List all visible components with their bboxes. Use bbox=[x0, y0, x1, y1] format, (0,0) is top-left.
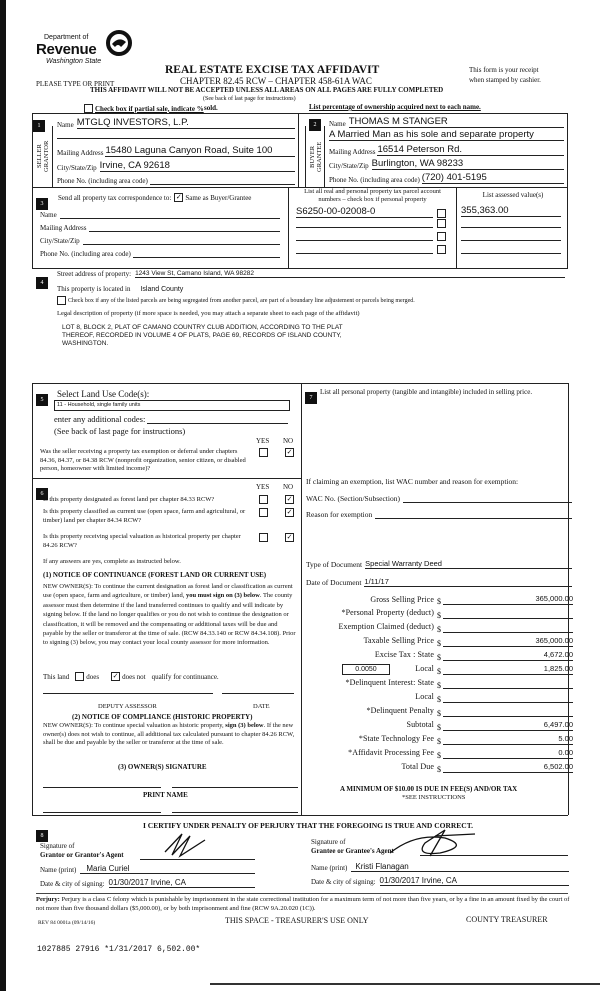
street-address-field[interactable]: 1243 View St, Camano Island, WA 98282 bbox=[135, 270, 565, 278]
owner-signature-line-2[interactable] bbox=[172, 787, 298, 788]
current-use-no-checkbox[interactable]: ✓ bbox=[286, 508, 293, 516]
correspondence-phone-label: Phone No. (including area code) bbox=[40, 250, 131, 258]
assessed-value-field[interactable]: 355,363.00 bbox=[461, 205, 561, 217]
buyer-name-field[interactable]: THOMAS M STANGER bbox=[349, 116, 564, 128]
correspondence-phone-field[interactable] bbox=[133, 250, 280, 258]
print-name-line-2[interactable] bbox=[172, 812, 298, 813]
segregation-label: Check box if any of the listed parcels are being segregated from another parcel, are part of a boundary line adjustement or parcels being merged. bbox=[68, 297, 415, 304]
s6-top-line bbox=[32, 478, 301, 479]
buyer-city-row bbox=[329, 158, 564, 170]
grantor-date-field[interactable]: 01/30/2017 Irvine, CA bbox=[109, 878, 255, 888]
logo-agency-line3: Washington State bbox=[46, 58, 102, 65]
s5-yes-header: YES bbox=[256, 437, 270, 445]
delinquent-penalty-field[interactable] bbox=[443, 706, 573, 717]
section-4-badge: 4 bbox=[36, 271, 48, 289]
same-as-buyer-checkbox[interactable]: ✓ bbox=[175, 193, 182, 201]
page-bottom-edge bbox=[210, 983, 600, 985]
sold-label: sold. bbox=[204, 104, 218, 112]
doc-type-label: Type of Document bbox=[306, 560, 363, 569]
street-address-row bbox=[57, 270, 565, 278]
parcels-header-2: numbers – check box if personal property bbox=[318, 196, 427, 203]
partial-sale-label: Check box if partial sale, indicate % bbox=[95, 104, 204, 113]
grantor-signature-label: Signature of Grantor or Grantor's Agent bbox=[40, 842, 124, 859]
seller-mailing-row bbox=[57, 145, 295, 157]
grantor-signature-icon bbox=[160, 830, 210, 860]
perjury-divider bbox=[36, 893, 568, 894]
see-instructions: *SEE INSTRUCTIONS bbox=[402, 794, 466, 801]
correspondence-name-field[interactable] bbox=[60, 211, 280, 219]
fee-label-delinquent-penalty: *Delinquent Penalty bbox=[366, 706, 434, 715]
fee-label-excise-state: Excise Tax : State bbox=[374, 650, 434, 659]
form-warning: THIS AFFIDAVIT WILL NOT BE ACCEPTED UNLESS ALL AREAS ON ALL PAGES ARE FULLY COMPLETED bbox=[90, 86, 444, 94]
lower-box-left-line bbox=[32, 383, 33, 815]
buyer-phone-row bbox=[329, 172, 564, 184]
does-not-qualify-checkbox[interactable]: ✓ bbox=[112, 672, 119, 680]
grantee-signature-icon bbox=[385, 828, 480, 858]
correspondence-mailing-field[interactable] bbox=[89, 224, 280, 232]
correspondence-mailing-row bbox=[40, 224, 280, 232]
does-label: does bbox=[86, 672, 100, 681]
additional-codes-field[interactable] bbox=[147, 415, 288, 424]
processing-fee-field[interactable]: 0.00 bbox=[443, 748, 573, 759]
doc-type-row bbox=[306, 559, 572, 569]
grantee-date-label: Date & city of signing: bbox=[311, 878, 376, 886]
send-correspondence-row bbox=[58, 193, 251, 202]
fee-label-excise-local: Local bbox=[415, 664, 434, 673]
section-2-badge: 2 bbox=[309, 113, 321, 131]
assessed-value-field[interactable] bbox=[461, 245, 561, 254]
additional-codes-row bbox=[54, 414, 288, 424]
reason-field[interactable] bbox=[375, 510, 572, 519]
fee-label-subtotal: Subtotal bbox=[406, 720, 434, 729]
receipt-note-1: This form is your receipt bbox=[469, 66, 539, 74]
grantor-name-field[interactable]: Maria Curiel bbox=[80, 864, 255, 874]
logo-agency-line2: Revenue bbox=[36, 41, 97, 58]
section-7-badge: 7 bbox=[305, 386, 317, 404]
send-correspondence-label: Send all property tax correspondence to: bbox=[58, 193, 172, 202]
correspondence-name-row bbox=[40, 211, 280, 219]
assessor-date-line[interactable] bbox=[222, 693, 294, 694]
partial-sale-checkbox[interactable] bbox=[84, 104, 93, 113]
grantor-date-label: Date & city of signing: bbox=[40, 880, 105, 888]
buyer-side-strip bbox=[305, 126, 325, 187]
doc-date-label: Date of Document bbox=[306, 578, 362, 587]
legal-description[interactable] bbox=[62, 324, 343, 348]
buyer-name-label: Name bbox=[329, 120, 346, 128]
current-use-yes-checkbox[interactable] bbox=[259, 508, 268, 517]
grantor-name-label: Name (print) bbox=[40, 866, 77, 874]
doc-date-row bbox=[306, 577, 572, 587]
parties-divider bbox=[298, 113, 299, 187]
seller-city-field[interactable]: Irvine, CA 92618 bbox=[100, 160, 295, 172]
parcel-number-field[interactable] bbox=[296, 245, 433, 254]
grantor-date-row bbox=[40, 878, 255, 888]
grantee-name-field[interactable]: Kristi Flanagan bbox=[351, 862, 569, 872]
seller-name-row bbox=[57, 117, 295, 129]
delinquent-interest-state-field[interactable] bbox=[443, 678, 573, 689]
historic-question: Is this property receiving special valuation as historical property per chapter 84.26 RCW? bbox=[43, 533, 241, 549]
buyer-city-field[interactable]: Burlington, WA 98233 bbox=[372, 158, 564, 170]
qualify-label: qualify for continuance. bbox=[151, 672, 219, 681]
reason-label: Reason for exemption bbox=[306, 510, 373, 519]
parcel-row-2 bbox=[296, 219, 446, 228]
exemption-question: Was the seller receiving a property tax exemption or deferral under chapters 84.36, 84.37, or 84.38 RCW (nonprofit organization, senior citizen, or disabled person, homeowner with limited income)? bbox=[40, 448, 246, 472]
same-as-buyer-label: Same as Buyer/Grantee bbox=[185, 193, 252, 202]
s6-no-header: NO bbox=[283, 483, 294, 491]
lower-box-top-line bbox=[32, 383, 568, 384]
ownership-note: List percentage of ownership acquired next to each name. bbox=[309, 103, 481, 111]
personal-property-area[interactable] bbox=[306, 412, 564, 472]
seller-city-row bbox=[57, 160, 295, 172]
owner-signature-label: (3) OWNER(S) SIGNATURE bbox=[118, 763, 207, 771]
personal-property-checkbox[interactable] bbox=[437, 219, 446, 228]
land-use-label: Select Land Use Code(s): bbox=[57, 389, 150, 399]
fee-label-technology-fee: *State Technology Fee bbox=[358, 734, 434, 743]
seller-name-line2[interactable] bbox=[57, 138, 295, 139]
segregation-checkbox[interactable] bbox=[57, 296, 66, 305]
print-name-line-1[interactable] bbox=[43, 812, 161, 813]
see-back-instructions: (See back of last page for instructions) bbox=[54, 426, 186, 436]
print-name-label: PRINT NAME bbox=[143, 791, 188, 799]
historic-yes-checkbox[interactable] bbox=[259, 533, 268, 542]
perjury-certification: I CERTIFY UNDER PENALTY OF PERJURY THAT THE FOREGOING IS TRUE AND CORRECT. bbox=[143, 821, 474, 830]
street-address-label: Street address of property: bbox=[57, 270, 132, 278]
fee-label-gross: Gross Selling Price bbox=[370, 595, 434, 604]
s6-yes-header: YES bbox=[256, 483, 270, 491]
perjury-notice: Perjury: Perjury is a class C felony which is punishable by imprisonment in the state correctional institution for a maximum term of not more than five years, or by a fine in an amount fixed by the court of not more than five thousand dollars ($5,000.00), or by both imprisonment and fine (RCW 9A.20.020 (1C)). bbox=[36, 896, 570, 912]
fee-label-total-due: Total Due bbox=[401, 762, 434, 771]
form-chapter: CHAPTER 82.45 RCW – CHAPTER 458-61A WAC bbox=[180, 76, 372, 86]
assessed-value-field[interactable] bbox=[461, 232, 561, 241]
historic-no-checkbox[interactable]: ✓ bbox=[286, 533, 293, 541]
seller-phone-field[interactable] bbox=[150, 176, 295, 185]
seller-phone-label: Phone No. (including area code) bbox=[57, 177, 148, 185]
correspondence-city-label: City/State/Zip bbox=[40, 237, 80, 245]
section-8-badge: 8 bbox=[36, 824, 48, 842]
seller-phone-row bbox=[57, 176, 295, 185]
buyer-phone-field[interactable]: (720) 401-5195 bbox=[422, 172, 564, 184]
buyer-mailing-field[interactable]: 16514 Peterson Rd. bbox=[377, 144, 564, 156]
grantee-date-field[interactable]: 01/30/2017 Irvine, CA bbox=[380, 876, 569, 886]
fee-label-taxable: Taxable Selling Price bbox=[363, 636, 434, 645]
personal-property-checkbox[interactable] bbox=[437, 245, 446, 254]
county-row bbox=[57, 285, 183, 293]
treasurer-stamp: 1027885 27916 *1/31/2017 6,502.00* bbox=[37, 945, 201, 954]
continuance-row bbox=[43, 672, 219, 681]
seller-grantor-label: SELLER GRANTOR bbox=[36, 140, 50, 173]
reason-row bbox=[306, 510, 572, 519]
excise-local-field[interactable]: 1,825.00 bbox=[443, 664, 573, 675]
partial-sale-row bbox=[84, 104, 204, 113]
lower-box-bottom-line bbox=[32, 815, 568, 816]
section-3-badge: 3 bbox=[36, 192, 48, 210]
parcel-row-3 bbox=[296, 232, 446, 241]
exemption-claimed-field[interactable] bbox=[443, 622, 573, 633]
section-6-badge: 6 bbox=[36, 482, 48, 500]
total-due-field[interactable]: 6,502.00 bbox=[443, 762, 573, 773]
buyer-name-row bbox=[329, 116, 564, 128]
segregation-row bbox=[57, 296, 415, 305]
if-yes-note: If any answers are yes, complete as instructed below. bbox=[43, 558, 181, 565]
technology-fee-field[interactable]: 5.00 bbox=[443, 734, 573, 745]
notice-continuance-text: NEW OWNER(S): To continue the current designation as forest land or classification as current use (open space, farm and agriculture, or timber) land, you must sign on (3) below. The county assessor must then determine if the land transferred continues to qualify and will indicate by signing below. If the land no longer qualifies or you do not wish to continue the designation or classification, it will be removed and the compensating or additional taxes will be due and payable by the seller or transferor at the time of sale. (RCW 84.33.140 or RCW 84.34.108). Prior to signing (3) below, you may contact your local county assessor for more information. bbox=[43, 583, 296, 647]
county-field[interactable]: Island County bbox=[140, 286, 184, 293]
grantee-name-row bbox=[311, 862, 569, 872]
parcel-row-4 bbox=[296, 245, 446, 254]
buyer-name-line2-row bbox=[329, 129, 564, 141]
correspondence-city-row bbox=[40, 237, 280, 245]
taxable-selling-price-field[interactable]: 365,000.00 bbox=[443, 636, 573, 647]
revenue-logo-icon bbox=[106, 30, 132, 56]
assessed-divider bbox=[456, 187, 457, 269]
seller-name-field[interactable]: MTGLQ INVESTORS, L.P. bbox=[77, 117, 295, 129]
parcels-header bbox=[290, 188, 455, 204]
fee-label-personal-property: *Personal Property (deduct) bbox=[341, 608, 434, 617]
additional-codes-label: enter any additional codes: bbox=[54, 414, 146, 424]
dor-logo bbox=[36, 30, 136, 70]
fee-dollar-signs: $ $ $ $ $ $ $ $ $ $ $ $ $ bbox=[437, 597, 441, 774]
seller-name-label: Name bbox=[57, 121, 74, 129]
correspondence-name-label: Name bbox=[40, 211, 57, 219]
fee-label-exemption: Exemption Claimed (deduct) bbox=[338, 622, 434, 631]
does-qualify-checkbox[interactable] bbox=[75, 672, 84, 681]
parcel-number-field[interactable] bbox=[296, 219, 433, 228]
owner-signature-line-1[interactable] bbox=[43, 787, 161, 788]
notice-continuance-title: (1) NOTICE OF CONTINUANCE (FOREST LAND OR CURRENT USE) bbox=[43, 571, 267, 579]
fee-label-delinquent-interest-state: *Delinquent Interest: State bbox=[345, 678, 434, 687]
forest-land-no-checkbox[interactable]: ✓ bbox=[286, 495, 293, 503]
local-rate-box[interactable]: 0.0050 bbox=[342, 664, 390, 675]
exemption-claim-label: If claiming an exemption, list WAC number and reason for exemption: bbox=[306, 477, 519, 486]
seller-mailing-label: Mailing Address bbox=[57, 149, 104, 157]
parcels-divider bbox=[288, 187, 289, 269]
receipt-note-2: when stamped by cashier. bbox=[469, 76, 541, 84]
section-1-badge: 1 bbox=[33, 114, 45, 132]
county-treasurer: COUNTY TREASURER bbox=[466, 915, 548, 924]
personal-property-label: List all personal property (tangible and intangible) included in selling price. bbox=[320, 388, 533, 396]
forest-land-yes-checkbox[interactable] bbox=[259, 495, 268, 504]
delinquent-interest-local-field[interactable] bbox=[443, 692, 573, 703]
does-not-label: does not bbox=[122, 672, 146, 681]
grantor-name-row bbox=[40, 864, 255, 874]
deputy-assessor-signature-line[interactable] bbox=[43, 693, 213, 694]
wac-label: WAC No. (Section/Subsection) bbox=[306, 494, 400, 503]
wac-field[interactable] bbox=[403, 494, 572, 503]
buyer-city-label: City/State/Zip bbox=[329, 162, 369, 170]
grantee-date-row bbox=[311, 876, 569, 886]
doc-date-field[interactable]: 1/11/17 bbox=[364, 577, 572, 587]
wac-row bbox=[306, 494, 572, 503]
gross-selling-price-field[interactable]: 365,000.00 bbox=[443, 594, 573, 605]
correspondence-city-field[interactable] bbox=[83, 237, 280, 245]
legal-description-line-2: THEREOF, RECORDED IN VOLUME 4 OF PLATS, PAGE 69, RECORDS OF ISLAND COUNTY, bbox=[62, 332, 342, 339]
notice-compliance-title: (2) NOTICE OF COMPLIANCE (HISTORIC PROPERTY) bbox=[72, 713, 253, 721]
exemption-no-checkbox[interactable]: ✓ bbox=[286, 448, 293, 456]
scan-edge bbox=[0, 0, 6, 991]
legal-description-label: Legal description of property (if more space is needed, you may attach a separate sheet to each page of the affidavit) bbox=[57, 310, 360, 317]
parcel-number-field[interactable]: S6250-00-02008-0 bbox=[296, 206, 433, 218]
grantee-name-label: Name (print) bbox=[311, 864, 348, 872]
minimum-note: A MINIMUM OF $10.00 IS DUE IN FEE(S) AND/OR TAX bbox=[340, 785, 518, 793]
buyer-mailing-row bbox=[329, 144, 564, 156]
buyer-mailing-label: Mailing Address bbox=[329, 148, 376, 156]
parcel-number-field[interactable] bbox=[296, 232, 433, 241]
doc-type-field[interactable]: Special Warranty Deed bbox=[365, 559, 572, 569]
parcels-header-1: List all real and personal property tax parcel account bbox=[304, 188, 441, 195]
buyer-vesting-field[interactable]: A Married Man as his sole and separate property bbox=[329, 129, 564, 141]
personal-property-checkbox[interactable] bbox=[437, 209, 446, 218]
parcel-row-1 bbox=[296, 206, 446, 218]
correspondence-mailing-label: Mailing Address bbox=[40, 224, 87, 232]
buyer-phone-label: Phone No. (including area code) bbox=[329, 176, 420, 184]
seller-side-strip bbox=[33, 126, 53, 187]
correspondence-phone-row bbox=[40, 250, 280, 258]
land-use-select[interactable]: 11 - Household, single family units bbox=[54, 400, 290, 411]
legal-description-line-3: WASHINGTON. bbox=[62, 340, 109, 347]
forest-land-question: Is this property designated as forest land per chapter 84.33 RCW? bbox=[43, 496, 215, 503]
grantee-signature-label: Signature of Grantee or Grantee's Agent bbox=[311, 838, 394, 855]
seller-mailing-field[interactable]: 15480 Laguna Canyon Road, Suite 100 bbox=[105, 145, 295, 157]
section-5-badge: 5 bbox=[36, 388, 48, 406]
form-revision: REV 84 0001a (09/14/16) bbox=[38, 920, 96, 926]
current-use-question: Is this property classified as current use (open space, farm and agricultural, or timber) land per chapter 84.34 RCW? bbox=[43, 508, 246, 524]
please-type: PLEASE TYPE OR PRINT bbox=[36, 80, 115, 88]
this-land-label: This land bbox=[43, 672, 70, 681]
seller-city-label: City/State/Zip bbox=[57, 164, 97, 172]
see-back-note: (See back of last page for instructions) bbox=[203, 96, 296, 102]
deputy-assessor-label: DEPUTY ASSESSOR bbox=[98, 703, 157, 710]
subtotal-field[interactable]: 6,497.00 bbox=[443, 720, 573, 731]
assessed-header: List assessed value(s) bbox=[482, 191, 544, 199]
form-title: REAL ESTATE EXCISE TAX AFFIDAVIT bbox=[165, 64, 380, 76]
assessed-value-field[interactable] bbox=[461, 219, 561, 228]
fee-label-processing-fee: *Affidavit Processing Fee bbox=[348, 748, 434, 757]
legal-description-line-1: LOT 8, BLOCK 2, PLAT OF CAMANO COUNTRY CLUB ADDITION, ACCORDING TO THE PLAT bbox=[62, 324, 343, 331]
notice-compliance-text: NEW OWNER(S): To continue special valuation as historic property, sign (3) below. If the new owner(s) does not wish to continue, all additional tax calculated pursuant to chapter 84.26 RCW, shall be due and payable by the seller or transferor at the time of sale. bbox=[43, 722, 295, 746]
fee-label-delinquent-interest-local: Local bbox=[415, 692, 434, 701]
personal-property-checkbox[interactable] bbox=[437, 232, 446, 241]
excise-state-field[interactable]: 4,672.00 bbox=[443, 650, 573, 661]
treasurer-use-only: THIS SPACE - TREASURER'S USE ONLY bbox=[225, 916, 369, 925]
assessor-date-label: DATE bbox=[253, 703, 270, 710]
s5-no-header: NO bbox=[283, 437, 294, 445]
personal-property-deduct-field[interactable] bbox=[443, 608, 573, 619]
exemption-yes-checkbox[interactable] bbox=[259, 448, 268, 457]
county-label: This property is located in bbox=[57, 285, 131, 293]
logo-agency-line1: Department of bbox=[44, 34, 89, 41]
buyer-grantee-label: BUYER GRANTEE bbox=[309, 141, 323, 172]
